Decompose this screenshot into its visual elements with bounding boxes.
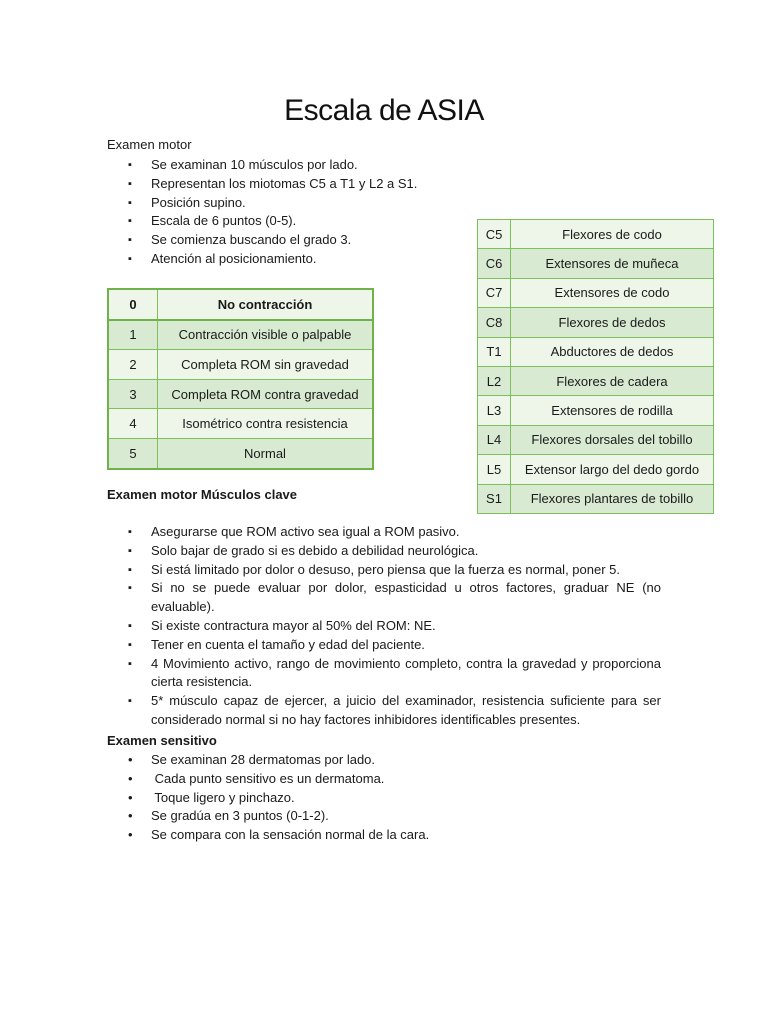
list-item: ▪ Atención al posicionamiento. [107, 250, 417, 269]
table-cell: 3 [108, 379, 158, 409]
table-cell: C6 [478, 249, 511, 278]
table-cell: C5 [478, 220, 511, 249]
page-title: Escala de ASIA [284, 94, 484, 127]
table-cell: Flexores dorsales del tobillo [511, 425, 714, 454]
list-item: ▪ Si está limitado por dolor o desuso, pero piensa que la fuerza es normal, poner 5. [107, 561, 661, 580]
table-cell: L3 [478, 396, 511, 425]
table-cell: L2 [478, 366, 511, 395]
table-cell: S1 [478, 484, 511, 513]
motor-heading: Examen motor [107, 137, 192, 152]
table-row [478, 455, 714, 484]
grades-table [107, 288, 374, 470]
key-muscles-heading: Examen motor Músculos clave [107, 487, 298, 502]
list-item: ▪ Posición supino. [107, 194, 417, 213]
list-item: • Se examinan 28 dermatomas por lado. [107, 751, 429, 770]
table-row [478, 308, 714, 337]
table-row [108, 320, 373, 350]
table-row [478, 366, 714, 395]
list-item: • Se gradúa en 3 puntos (0-1-2). [107, 807, 429, 826]
table-cell: Extensor largo del dedo gordo [511, 455, 714, 484]
table-cell: Normal [158, 438, 374, 468]
table-cell: L4 [478, 425, 511, 454]
table-cell: Flexores de dedos [511, 308, 714, 337]
table-cell: Extensores de rodilla [511, 396, 714, 425]
table-row [478, 396, 714, 425]
table-row [108, 379, 373, 409]
table-row [478, 484, 714, 513]
table-cell: C7 [478, 278, 511, 307]
motor-list [107, 156, 417, 269]
sensory-heading: Examen sensitivo [107, 733, 217, 748]
list-item: • Cada punto sensitivo es un dermatoma. [107, 770, 429, 789]
table-cell: T1 [478, 337, 511, 366]
list-item: ▪ Solo bajar de grado si es debido a debilidad neurológica. [107, 542, 661, 561]
list-item: ▪ Representan los miotomas C5 a T1 y L2 a S1. [107, 175, 417, 194]
muscles-table [477, 219, 714, 514]
table-cell: 2 [108, 350, 158, 380]
table-row [108, 409, 373, 439]
table-cell: Completa ROM contra gravedad [158, 379, 374, 409]
table-row [478, 220, 714, 249]
table-row [478, 249, 714, 278]
list-item: ▪ Si no se puede evaluar por dolor, espasticidad u otros factores, graduar NE (no evaluable). [107, 579, 661, 617]
list-item: ▪ Si existe contractura mayor al 50% del ROM: NE. [107, 617, 661, 636]
list-item: ▪ 4 Movimiento activo, rango de movimiento completo, contra la gravedad y proporciona cierta resistencia. [107, 655, 661, 693]
table-row [478, 337, 714, 366]
table-cell: Contracción visible o palpable [158, 320, 374, 350]
table-cell: Extensores de codo [511, 278, 714, 307]
list-item: • Se compara con la sensación normal de la cara. [107, 826, 429, 845]
table-cell: Flexores plantares de tobillo [511, 484, 714, 513]
table-cell: L5 [478, 455, 511, 484]
table-cell: Extensores de muñeca [511, 249, 714, 278]
table-cell: Flexores de codo [511, 220, 714, 249]
list-item: ▪ Tener en cuenta el tamaño y edad del paciente. [107, 636, 661, 655]
list-item: ▪ Se comienza buscando el grado 3. [107, 231, 417, 250]
table-cell: Flexores de cadera [511, 366, 714, 395]
table-cell: C8 [478, 308, 511, 337]
table-row [478, 425, 714, 454]
list-item: ▪ Asegurarse que ROM activo sea igual a ROM pasivo. [107, 523, 661, 542]
table-cell: 4 [108, 409, 158, 439]
table-cell: 0 [108, 289, 158, 320]
table-cell: No contracción [158, 289, 374, 320]
list-item: ▪ Se examinan 10 músculos por lado. [107, 156, 417, 175]
list-item: ▪ Escala de 6 puntos (0-5). [107, 212, 417, 231]
table-cell: Isométrico contra resistencia [158, 409, 374, 439]
table-row [108, 289, 373, 320]
table-cell: Completa ROM sin gravedad [158, 350, 374, 380]
table-cell: Abductores de dedos [511, 337, 714, 366]
table-cell: 1 [108, 320, 158, 350]
key-muscles-list [107, 523, 661, 730]
table-row [108, 350, 373, 380]
list-item: ▪ 5* músculo capaz de ejercer, a juicio del examinador, resistencia suficiente para ser considerado normal si no hay factores inhibidores identificables presentes. [107, 692, 661, 730]
sensory-list [107, 751, 429, 845]
list-item: • Toque ligero y pinchazo. [107, 789, 429, 808]
table-row [478, 278, 714, 307]
table-cell: 5 [108, 438, 158, 468]
table-row [108, 438, 373, 468]
